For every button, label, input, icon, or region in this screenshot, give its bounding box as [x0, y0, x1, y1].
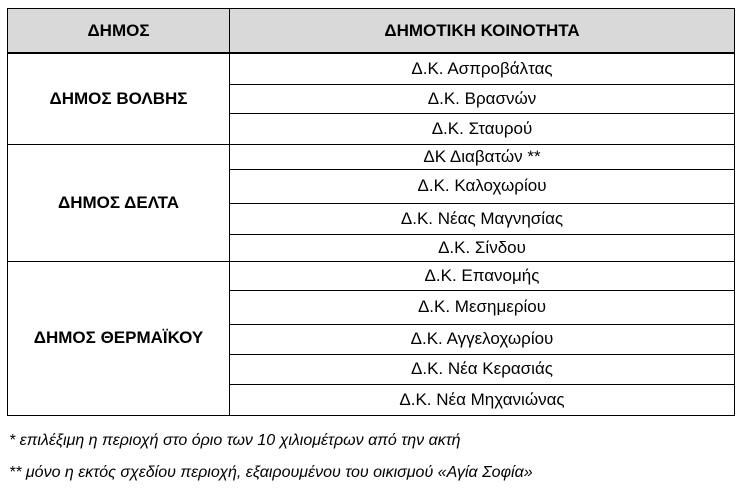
header-dimos: ΔΗΜΟΣ — [8, 9, 230, 54]
communities-table — [7, 8, 735, 416]
community-cell: Δ.Κ. Νέας Μαγνησίας — [230, 203, 735, 234]
community-cell: Δ.Κ. Βρασνών — [230, 84, 735, 113]
table-row — [8, 53, 735, 84]
header-row — [8, 9, 735, 54]
community-cell: ΔΚ Διαβατών ** — [230, 144, 735, 169]
community-cell: Δ.Κ. Μεσημερίου — [230, 290, 735, 324]
header-koinotita: ΔΗΜΟΤΙΚΗ ΚΟΙΝΟΤΗΤΑ — [230, 9, 735, 54]
municipality-cell: ΔΗΜΟΣ ΘΕΡΜΑΪΚΟΥ — [8, 261, 230, 415]
community-cell: Δ.Κ. Νέα Μηχανιώνας — [230, 384, 735, 415]
table-row — [8, 261, 735, 290]
community-cell: Δ.Κ. Ασπροβάλτας — [230, 53, 735, 84]
community-cell: Δ.Κ. Επανομής — [230, 261, 735, 290]
community-cell: Δ.Κ. Καλοχωρίου — [230, 169, 735, 203]
municipality-cell: ΔΗΜΟΣ ΔΕΛΤΑ — [8, 144, 230, 261]
footnote-two: ** μόνο η εκτός σχεδίου περιοχή, εξαιρουμένου του οικισμού «Αγία Σοφία» — [9, 464, 533, 481]
municipality-cell: ΔΗΜΟΣ ΒΟΛΒΗΣ — [8, 53, 230, 144]
footnote-one: * επιλέξιμη η περιοχή στο όριο των 10 χιλιομέτρων από την ακτή — [9, 432, 461, 449]
community-cell: Δ.Κ. Αγγελοχωρίου — [230, 324, 735, 354]
community-cell: Δ.Κ. Σταυρού — [230, 113, 735, 144]
community-cell: Δ.Κ. Νέα Κερασιάς — [230, 354, 735, 384]
table-row — [8, 144, 735, 169]
community-cell: Δ.Κ. Σίνδου — [230, 234, 735, 261]
